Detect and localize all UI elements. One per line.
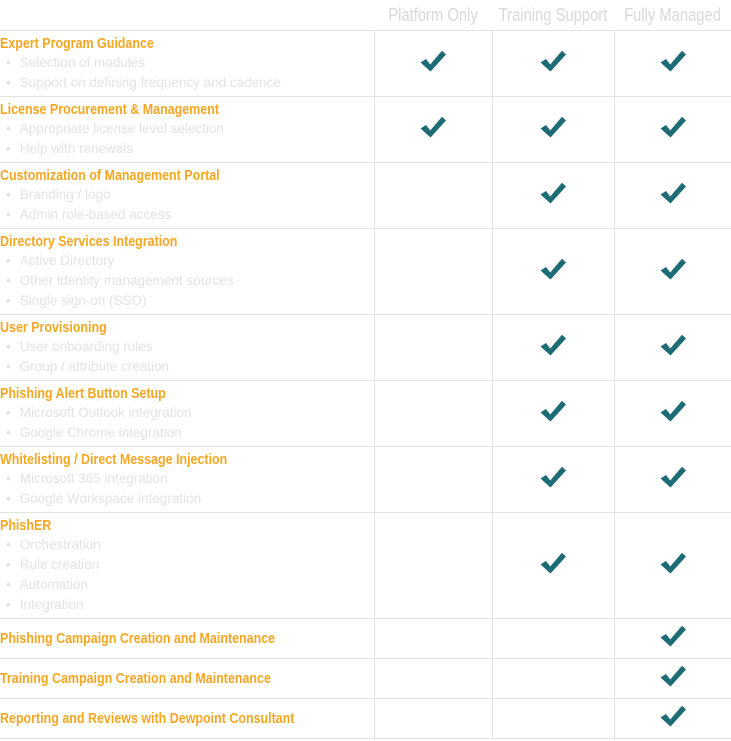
feature-cell	[0, 229, 374, 315]
check-cell-platform-only	[374, 229, 492, 315]
check-cell-training-support	[492, 229, 614, 315]
column-header-training-support: Training Support	[498, 4, 608, 25]
checkmark-icon	[539, 333, 567, 357]
feature-cell	[0, 315, 374, 381]
checkmark-icon	[659, 551, 687, 575]
check-cell-training-support	[492, 699, 614, 739]
check-cell-training-support	[492, 97, 614, 163]
checkmark-icon	[659, 49, 687, 73]
feature-details-list	[0, 535, 374, 615]
check-cell-training-support	[492, 315, 614, 381]
column-header-platform-only: Platform Only	[388, 4, 478, 25]
checkmark-icon	[539, 257, 567, 281]
feature-cell	[0, 381, 374, 447]
check-cell-platform-only	[374, 381, 492, 447]
check-cell-fully-managed	[614, 229, 731, 315]
feature-details-list	[0, 251, 374, 311]
check-cell-training-support	[492, 31, 614, 97]
feature-detail-item: • Microsoft Outlook integration	[6, 403, 374, 423]
column-header-fully-managed: Fully Managed	[624, 4, 721, 25]
check-cell-training-support	[492, 381, 614, 447]
table-row	[0, 699, 731, 739]
check-cell-platform-only	[374, 513, 492, 619]
checkmark-icon	[659, 257, 687, 281]
check-cell-fully-managed	[614, 699, 731, 739]
check-cell-training-support	[492, 659, 614, 699]
feature-title: Whitelisting / Direct Message Injection	[0, 451, 228, 468]
feature-title: Expert Program Guidance	[0, 35, 154, 52]
table-row	[0, 619, 731, 659]
feature-cell	[0, 699, 374, 739]
feature-title: Customization of Management Portal	[0, 167, 220, 184]
checkmark-icon	[539, 551, 567, 575]
feature-cell	[0, 513, 374, 619]
feature-detail-item: • Microsoft 365 integration	[6, 469, 374, 489]
check-cell-fully-managed	[614, 163, 731, 229]
checkmark-icon	[659, 115, 687, 139]
feature-detail-item: • Google Chrome integration	[6, 423, 374, 443]
feature-detail-item: • Admin role-based access	[6, 205, 374, 225]
feature-title: Reporting and Reviews with Dewpoint Consultant	[0, 710, 295, 727]
feature-detail-item: • Google Workspace integration	[6, 489, 374, 509]
feature-title: Phishing Campaign Creation and Maintenance	[0, 630, 276, 647]
check-cell-platform-only	[374, 31, 492, 97]
comparison-table	[0, 30, 731, 739]
check-cell-platform-only	[374, 659, 492, 699]
table-row	[0, 97, 731, 163]
feature-cell	[0, 447, 374, 513]
table-row	[0, 315, 731, 381]
feature-detail-item: • Rule creation	[6, 555, 374, 575]
checkmark-icon	[659, 465, 687, 489]
check-cell-platform-only	[374, 315, 492, 381]
feature-detail-item: • Selection of modules	[6, 53, 374, 73]
table-row	[0, 163, 731, 229]
checkmark-icon	[539, 115, 567, 139]
feature-detail-item: • Automation	[6, 575, 374, 595]
check-cell-fully-managed	[614, 619, 731, 659]
column-headers	[374, 0, 731, 30]
feature-detail-item: • Active Directory	[6, 251, 374, 271]
check-cell-training-support	[492, 163, 614, 229]
checkmark-icon	[539, 399, 567, 423]
checkmark-icon	[659, 704, 687, 728]
feature-detail-item: • Help with renewals	[6, 139, 374, 159]
check-cell-fully-managed	[614, 447, 731, 513]
table-row	[0, 229, 731, 315]
checkmark-icon	[659, 181, 687, 205]
checkmark-icon	[539, 181, 567, 205]
check-cell-training-support	[492, 619, 614, 659]
feature-detail-item: • Group / attribute creation	[6, 357, 374, 377]
table-row	[0, 513, 731, 619]
feature-cell	[0, 619, 374, 659]
check-cell-fully-managed	[614, 513, 731, 619]
table-row	[0, 447, 731, 513]
feature-title: PhishER	[0, 517, 52, 534]
feature-detail-item: • User onboarding rules	[6, 337, 374, 357]
feature-detail-item: • Orchestration	[6, 535, 374, 555]
checkmark-icon	[659, 624, 687, 648]
feature-cell	[0, 97, 374, 163]
feature-cell	[0, 659, 374, 699]
checkmark-icon	[539, 49, 567, 73]
feature-details-list	[0, 119, 374, 159]
feature-title: Training Campaign Creation and Maintenance	[0, 670, 271, 687]
feature-cell	[0, 31, 374, 97]
checkmark-icon	[659, 333, 687, 357]
feature-title: License Procurement & Management	[0, 101, 219, 118]
feature-title: User Provisioning	[0, 319, 107, 336]
check-cell-training-support	[492, 513, 614, 619]
feature-details-list	[0, 185, 374, 225]
table-row	[0, 381, 731, 447]
check-cell-fully-managed	[614, 659, 731, 699]
check-cell-fully-managed	[614, 315, 731, 381]
feature-detail-item: • Single sign-on (SSO)	[6, 291, 374, 311]
feature-detail-item: • Appropriate license level selection	[6, 119, 374, 139]
feature-details-list	[0, 403, 374, 443]
checkmark-icon	[419, 49, 447, 73]
feature-detail-item: • Integration	[6, 595, 374, 615]
feature-title: Directory Services Integration	[0, 233, 178, 250]
check-cell-platform-only	[374, 447, 492, 513]
check-cell-fully-managed	[614, 31, 731, 97]
check-cell-platform-only	[374, 97, 492, 163]
check-cell-fully-managed	[614, 97, 731, 163]
feature-title: Phishing Alert Button Setup	[0, 385, 166, 402]
check-cell-platform-only	[374, 619, 492, 659]
table-row	[0, 659, 731, 699]
feature-details-list	[0, 469, 374, 509]
checkmark-icon	[419, 115, 447, 139]
checkmark-icon	[659, 399, 687, 423]
feature-detail-item: • Support on defining frequency and cadence	[6, 73, 374, 93]
checkmark-icon	[539, 465, 567, 489]
feature-details-list	[0, 53, 374, 93]
check-cell-training-support	[492, 447, 614, 513]
check-cell-fully-managed	[614, 381, 731, 447]
feature-detail-item: • Other identity management sources	[6, 271, 374, 291]
check-cell-platform-only	[374, 699, 492, 739]
feature-detail-item: • Branding / logo	[6, 185, 374, 205]
feature-cell	[0, 163, 374, 229]
check-cell-platform-only	[374, 163, 492, 229]
table-row	[0, 31, 731, 97]
checkmark-icon	[659, 664, 687, 688]
feature-details-list	[0, 337, 374, 377]
